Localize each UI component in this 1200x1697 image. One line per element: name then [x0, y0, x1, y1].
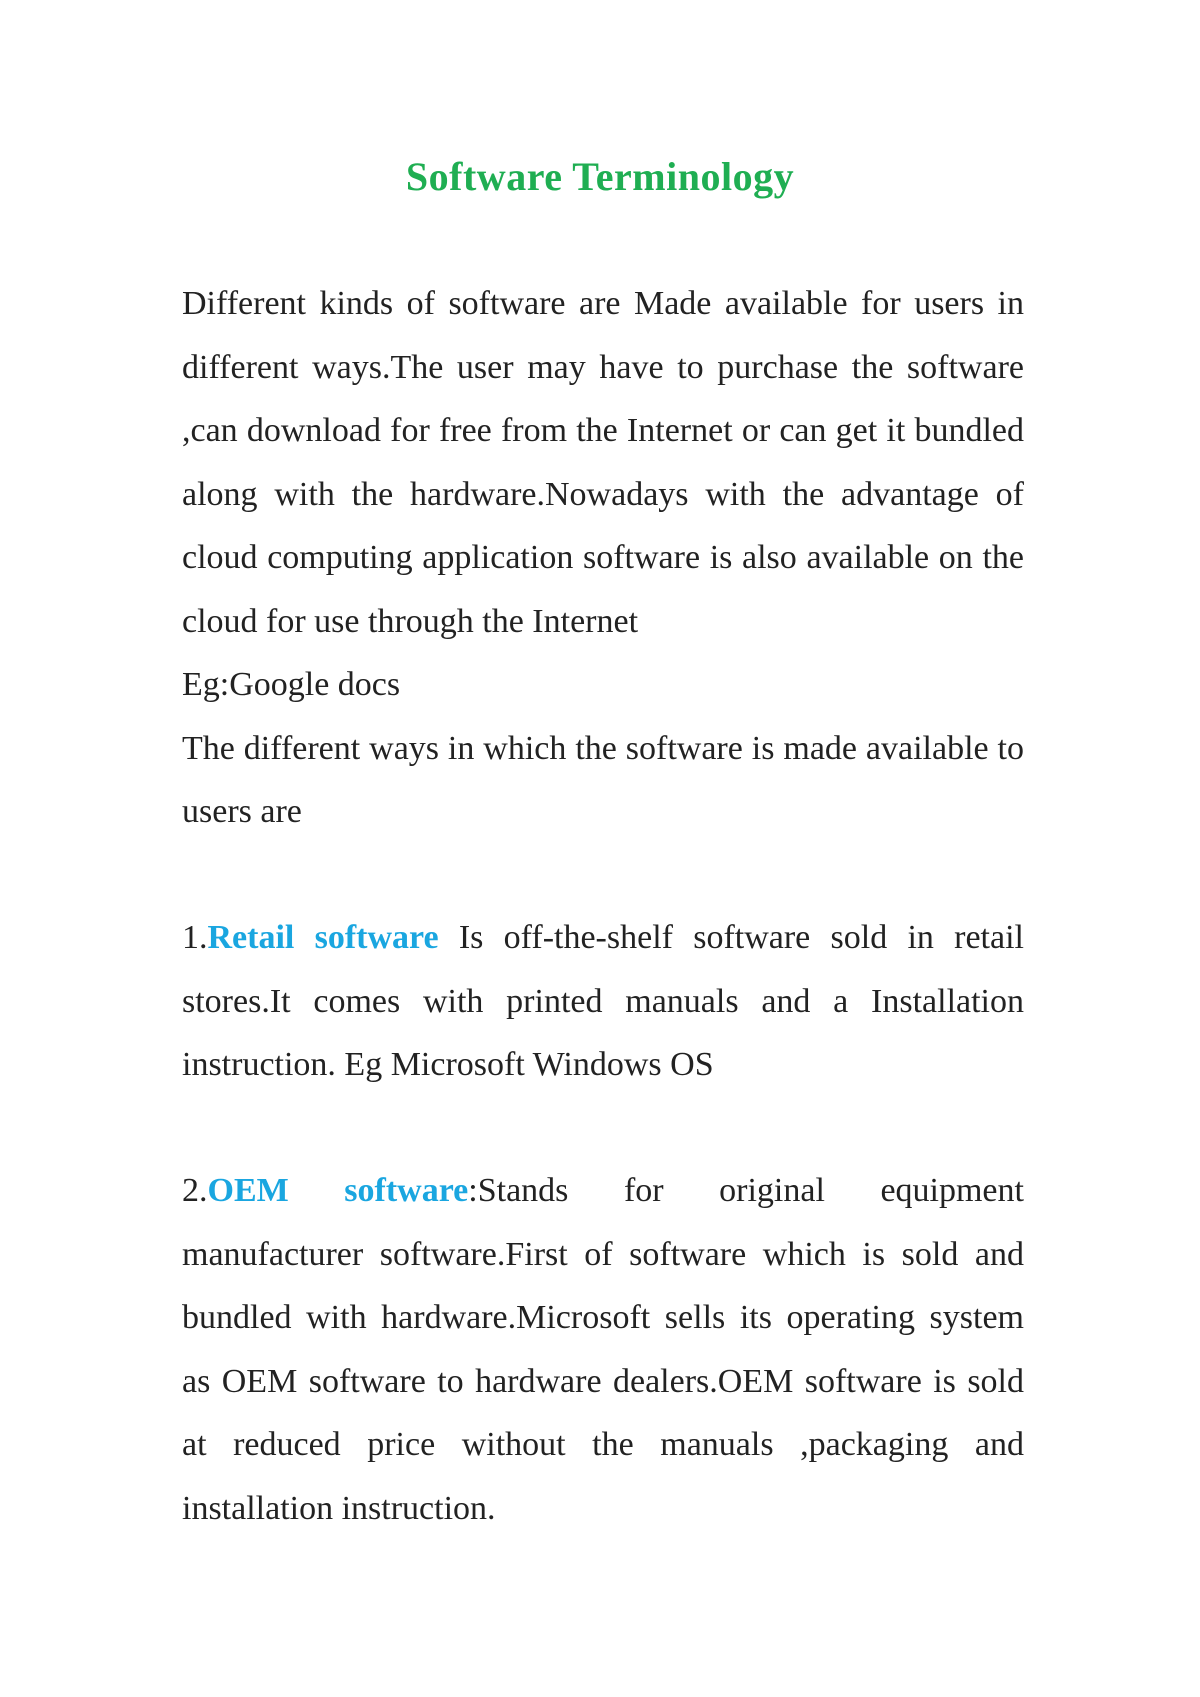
item-word: original — [719, 1172, 825, 1209]
page-title: Software Terminology — [405, 154, 795, 199]
intro-section — [182, 272, 1024, 844]
term-retail-software: Retail software — [207, 919, 439, 956]
item-word: for — [623, 1172, 664, 1209]
term-software: software — [344, 1172, 469, 1209]
item-description: manufacturer software.First of software which is sold and bundled with hardware.Microsoft sells its operating system as OEM software to hardware dealers.OEM software is sold at reduced price without the manuals ,packaging and installation instruction. — [182, 1235, 1024, 1527]
lead-in-paragraph: The different ways in which the software is made available to users are — [182, 729, 1024, 830]
intro-paragraph: Different kinds of software are Made available for users in different ways.The user may have to purchase the software ,can download for free from the Internet or can get it bundled along with the hardware.Nowadays with the advantage of cloud computing application software is also available on the cloud for use through the Internet — [182, 285, 1024, 640]
item-description: Is off-the-shelf software sold in retail stores.It comes with printed manuals and a Installation instruction. Eg Microsoft Windows OS — [182, 919, 1024, 1083]
term-oem: OEM — [207, 1172, 289, 1209]
item-word: equipment — [880, 1172, 1024, 1209]
oem-first-line — [182, 1159, 1024, 1223]
item-separator: :Stands — [468, 1172, 569, 1209]
list-item-retail-software — [182, 906, 1024, 1097]
item-number: 2. — [182, 1172, 208, 1209]
list-item-oem-software — [182, 1159, 1024, 1540]
item-number: 1. — [182, 919, 208, 956]
example-line: Eg:Google docs — [182, 666, 401, 703]
